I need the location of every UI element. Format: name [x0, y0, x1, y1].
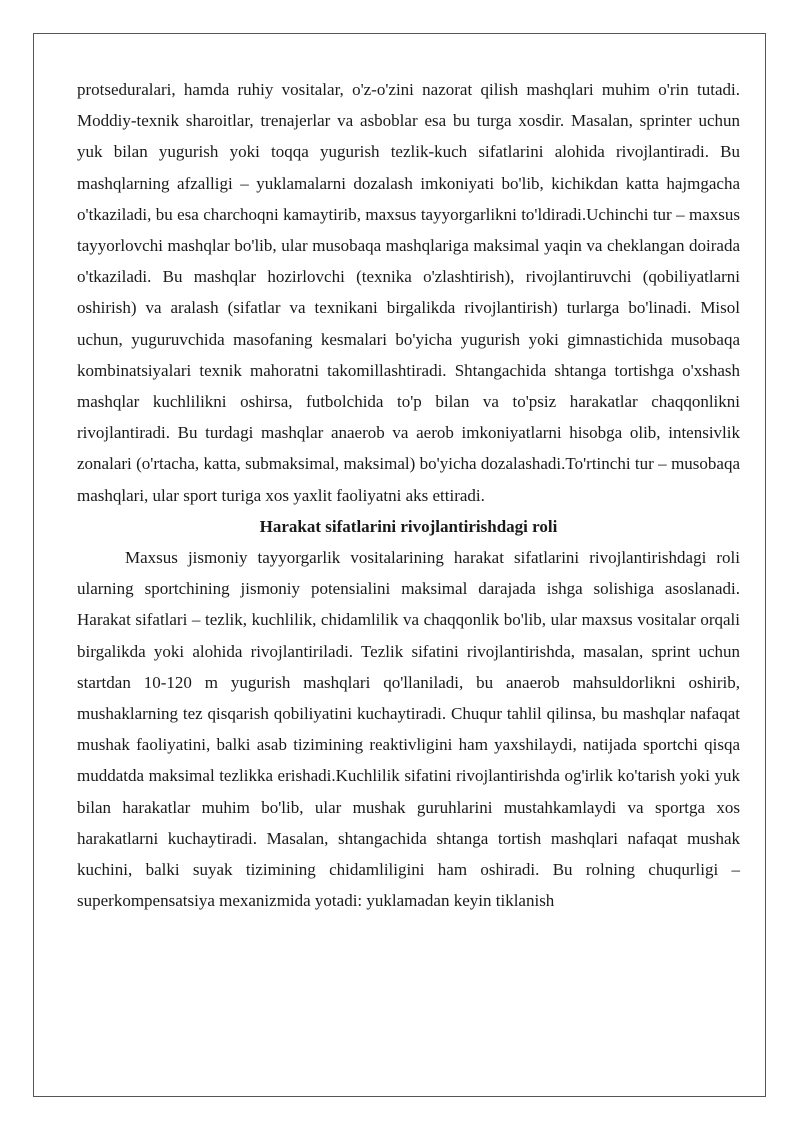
page-frame [33, 33, 766, 1097]
document-body [77, 74, 740, 916]
paragraph-main: Maxsus jismoniy tayyorgarlik vositalarining harakat sifatlarini rivojlantirishdagi roli ularning sportchining jismoniy potensialini maksimal darajada ishga solishiga asoslanadi. Harakat sifatlari – tezlik, kuchlilik, chidamlilik va chaqqonlik bo'lib, ular maxsus vositalar orqali birgalikda yoki alohida rivojlantiriladi. Tezlik sifatini rivojlantirishda, masalan, sprint uchun startdan 10-120 m yugurish mashqlari qo'llaniladi, bu anaerob mahsuldorlikni oshirib, mushaklarning tez qisqarish qobiliyatini kuchaytiradi. Chuqur tahlil qilinsa, bu mashqlar nafaqat mushak faoliyatini, balki asab tizimining reaktivligini ham yaxshilaydi, natijada sportchi qisqa muddatda maksimal tezlikka erishadi.Kuchlilik sifatini rivojlantirishda og'irlik ko'tarish yoki yuk bilan harakatlar muhim bo'lib, ular mushak guruhlarini mustahkamlaydi va sportga xos harakatlarni kuchaytiradi. Masalan, shtangachida shtanga tortish mashqlari nafaqat mushak kuchini, balki suyak tizimining chidamliligini ham oshiradi. Bu rolning chuqurligi – superkompensatsiya mexanizmida yotadi: yuklamadan keyin tiklanish [77, 548, 740, 911]
paragraph-continued: protseduralari, hamda ruhiy vositalar, o'z-o'zini nazorat qilish mashqlari muhim o'rin tutadi. Moddiy-texnik sharoitlar, trenajerlar va asboblar esa bu turga xosdir. Masalan, sprinter uchun yuk bilan yugurish yoki toqqa yugurish tezlik-kuch sifatlarini alohida rivojlantiradi. Bu mashqlarning afzalligi – yuklamalarni dozalash imkoniyati bo'lib, kichikdan katta hajmgacha o'tkaziladi, bu esa charchoqni kamaytirib, maxsus tayyorgarlikni to'ldiradi.Uchinchi tur – maxsus tayyorlovchi mashqlar bo'lib, ular musobaqa mashqlariga maksimal yaqin va cheklangan doirada o'tkaziladi. Bu mashqlar hozirlovchi (texnika o'zlashtirish), rivojlantiruvchi (qobiliyatlarni oshirish) va aralash (sifatlar va texnikani birgalikda rivojlantirish) turlarga bo'linadi. Misol uchun, yuguruvchida masofaning kesmalari bo'yicha yugurish yoki gimnastichida musobaqa kombinatsiyalari texnik mahoratni takomillashtiradi. Shtangachida shtanga tortishga o'xshash mashqlar kuchlilikni oshirsa, futbolchida to'p bilan va to'psiz harakatlar chaqqonlikni rivojlantiradi. Bu turdagi mashqlar anaerob va aerob imkoniyatlarni hisobga olib, intensivlik zonalari (o'rtacha, katta, submaksimal, maksimal) bo'yicha dozalashadi.To'rtinchi tur – musobaqa mashqlari, ular sport turiga xos yaxlit faoliyatni aks ettiradi. [77, 80, 740, 505]
section-heading: Harakat sifatlarini rivojlantirishdagi roli [259, 516, 558, 536]
